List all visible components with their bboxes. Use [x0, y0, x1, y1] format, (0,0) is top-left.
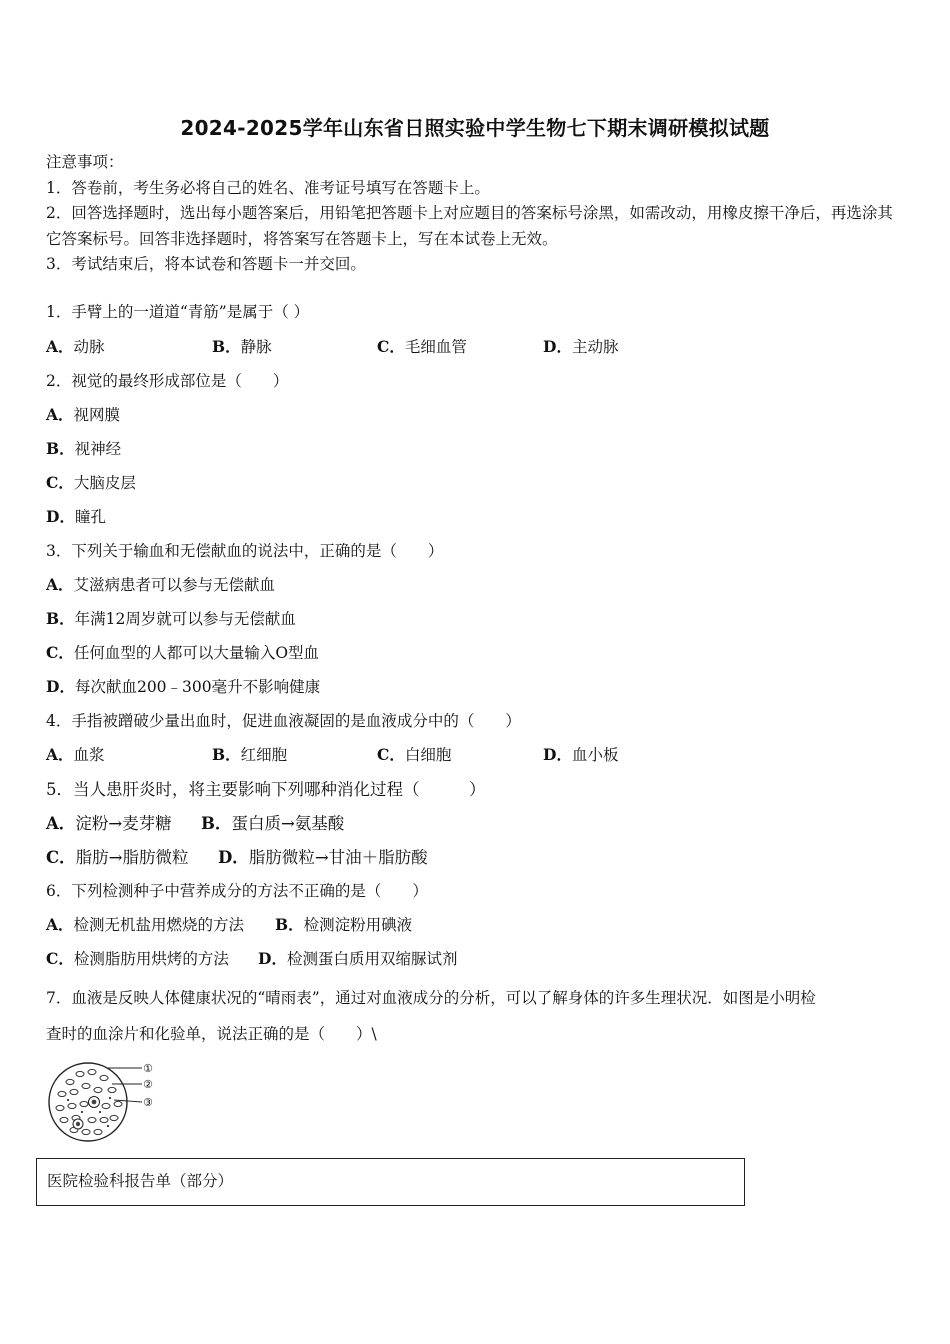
q6-option-c[interactable]: C．检测脂肪用烘烤的方法 [46, 949, 229, 968]
q6-options-cd [46, 947, 906, 969]
q1-option-a[interactable]: A．动脉 [46, 337, 105, 356]
q3-option-a[interactable]: A．艾滋病患者可以参与无偿献血 [46, 575, 276, 594]
q4-option-b[interactable]: B．红细胞 [212, 745, 288, 764]
q2-option-c[interactable]: C．大脑皮层 [46, 473, 136, 492]
q6-option-d[interactable]: D．检测蛋白质用双缩脲试剂 [258, 949, 458, 968]
q5-option-a[interactable]: A．淀粉→麦芽糖 [46, 814, 172, 833]
q6-options-ab [46, 913, 906, 935]
q1-options [46, 335, 906, 357]
q4-option-c[interactable]: C．白细胞 [377, 745, 452, 764]
q1-option-d[interactable]: D．主动脉 [543, 337, 619, 356]
q4-stem: 4．手指被蹭破少量出血时，促进血液凝固的是血液成分中的（ ） [46, 712, 521, 730]
q3-option-c[interactable]: C．任何血型的人都可以大量输入O型血 [46, 643, 320, 662]
report-title: 医院检验科报告单（部分） [47, 1172, 234, 1190]
q4-option-a[interactable]: A．血浆 [46, 745, 105, 764]
q2-option-d[interactable]: D．瞳孔 [46, 507, 106, 526]
lab-report-table [36, 1158, 745, 1206]
q5-option-b[interactable]: B．蛋白质→氨基酸 [201, 814, 345, 833]
notes-section [46, 150, 906, 278]
note-item-2: 2．回答选择题时，选出每小题答案后，用铅笔把答题卡上对应题目的答案标号涂黑，如需改动，用橡皮擦干净后，再选涂其它答案标号。回答非选择题时，将答案写在答题卡上，写在本试卷上无效。 [46, 204, 893, 248]
q2-option-a[interactable]: A．视网膜 [46, 405, 121, 424]
q3-option-d[interactable]: D．每次献血200﹣300毫升不影响健康 [46, 677, 321, 696]
q4-options [46, 743, 906, 765]
q3-option-b[interactable]: B．年满12周岁就可以参与无偿献血 [46, 609, 296, 628]
q5-options-ab [46, 810, 906, 832]
notes-heading: 注意事项： [46, 153, 124, 171]
note-item-1: 1．答卷前，考生务必将自己的姓名、准考证号填写在答题卡上。 [46, 178, 490, 197]
exam-title: 2024-2025学年山东省日照实验中学生物七下期末调研模拟试题 [180, 116, 770, 140]
smear-label-2: ② [143, 1078, 153, 1091]
smear-label-1: ① [143, 1062, 153, 1075]
q3-stem: 3．下列关于输血和无偿献血的说法中，正确的是（ ） [46, 542, 444, 560]
q2-option-b[interactable]: B．视神经 [46, 439, 122, 458]
q5-option-d[interactable]: D．脂肪微粒→甘油＋脂肪酸 [218, 848, 428, 867]
blood-smear-figure [48, 1060, 168, 1144]
q7-stem-line1: 7．血液是反映人体健康状况的“晴雨表”，通过对血液成分的分析，可以了解身体的许多生理状况．如图是小明检 [46, 989, 816, 1007]
note-item-3: 3．考试结束后，将本试卷和答题卡一并交回。 [46, 255, 366, 273]
q4-option-d[interactable]: D．血小板 [543, 745, 619, 764]
q1-option-b[interactable]: B．静脉 [212, 337, 272, 356]
q6-option-b[interactable]: B．检测淀粉用碘液 [275, 915, 413, 934]
q6-option-a[interactable]: A．检测无机盐用燃烧的方法 [46, 915, 245, 934]
q5-options-cd [46, 844, 906, 866]
q2-stem: 2．视觉的最终形成部位是（ ） [46, 372, 289, 390]
q7-stem-line2: 查时的血涂片和化验单，说法正确的是（ ）\ [46, 1025, 377, 1043]
q7-stem [46, 980, 906, 1052]
q5-stem: 5．当人患肝炎时，将主要影响下列哪种消化过程（ ） [46, 780, 486, 799]
q1-option-c[interactable]: C．毛细血管 [377, 337, 467, 356]
q6-stem: 6．下列检测种子中营养成分的方法不正确的是（ ） [46, 882, 428, 900]
q5-option-c[interactable]: C．脂肪→脂肪微粒 [46, 848, 189, 867]
q1-stem: 1．手臂上的一道道“青筋”是属于（ ） [46, 303, 310, 321]
smear-label-3: ③ [143, 1096, 153, 1109]
